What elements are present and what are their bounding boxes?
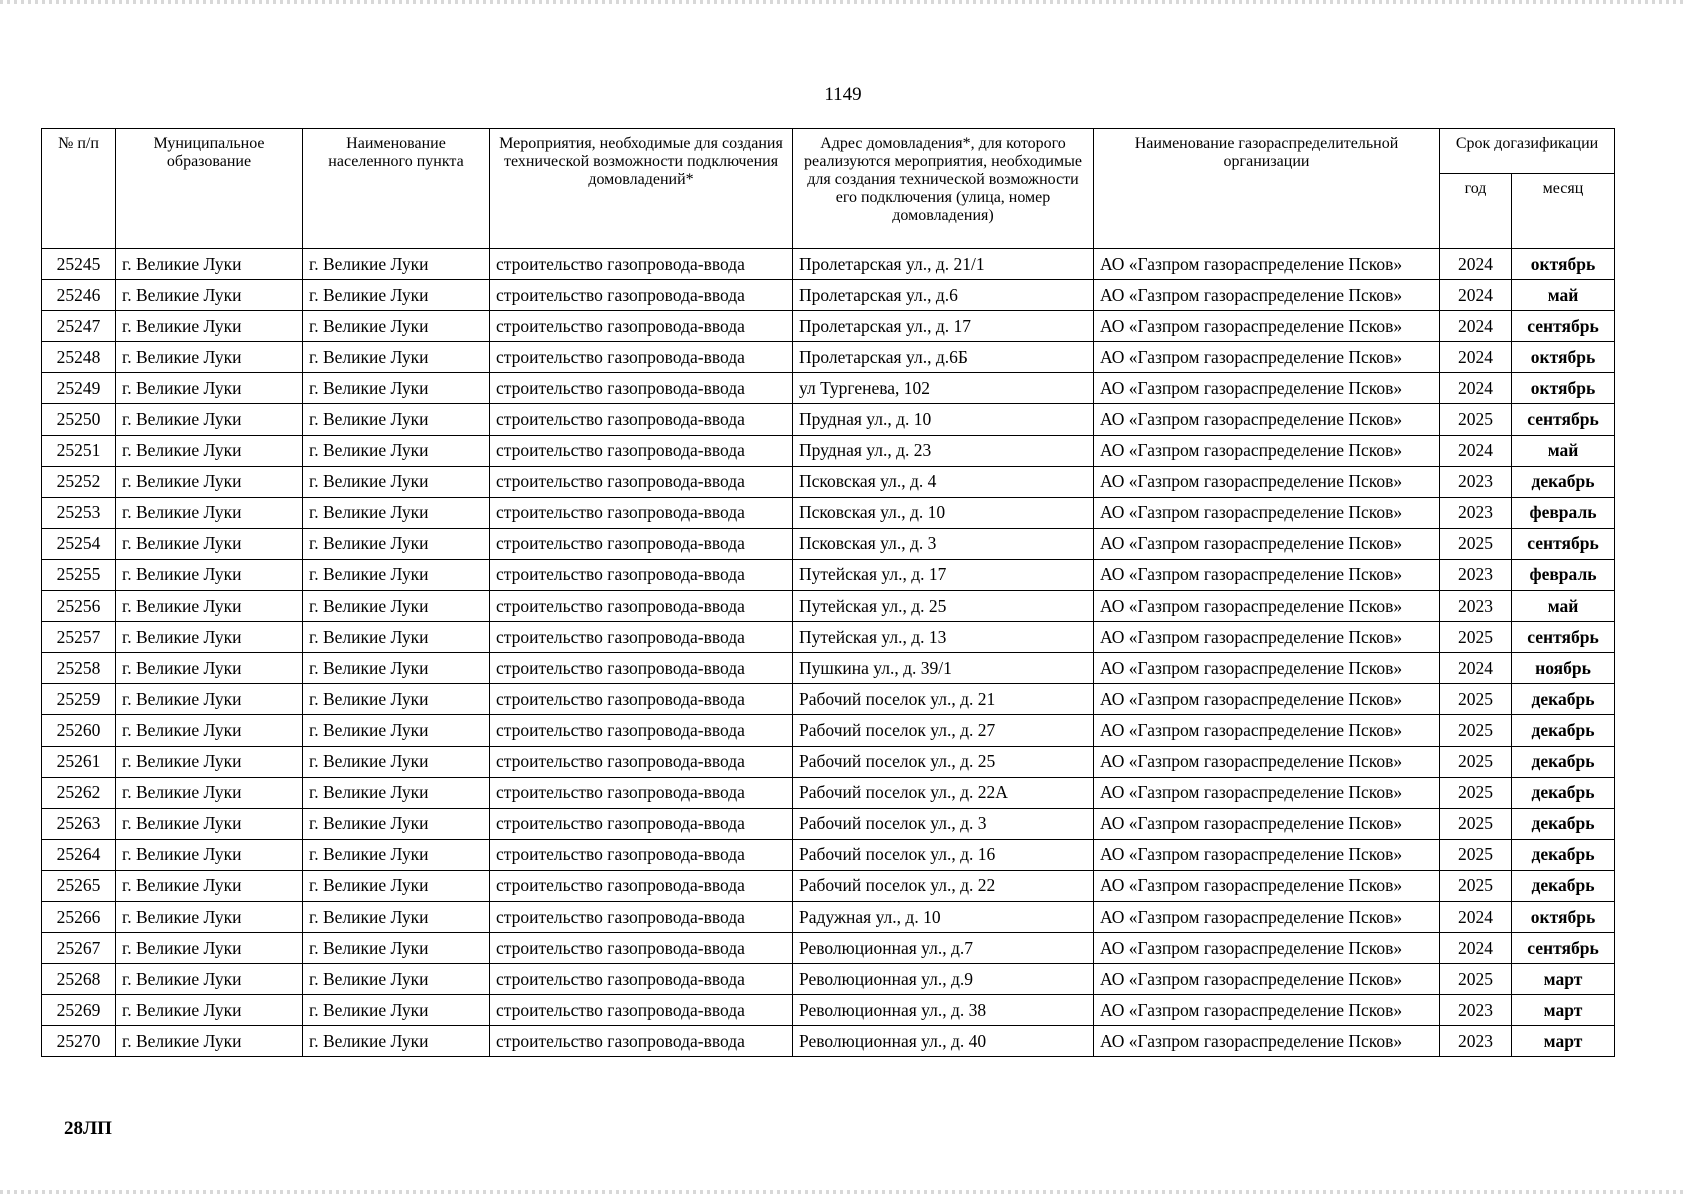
- cell-num: 25247: [42, 311, 116, 342]
- table-row: [42, 249, 1615, 280]
- table-row: [42, 746, 1615, 777]
- cell-settlement: г. Великие Луки: [303, 311, 490, 342]
- col-header-year: год: [1440, 174, 1512, 249]
- cell-year: 2024: [1440, 901, 1512, 932]
- cell-measure: строительство газопровода-ввода: [490, 715, 793, 746]
- cell-month: февраль: [1512, 559, 1615, 590]
- cell-year: 2023: [1440, 591, 1512, 622]
- cell-municipality: г. Великие Луки: [116, 777, 303, 808]
- cell-measure: строительство газопровода-ввода: [490, 342, 793, 373]
- cell-month: декабрь: [1512, 715, 1615, 746]
- cell-year: 2025: [1440, 528, 1512, 559]
- cell-month: декабрь: [1512, 808, 1615, 839]
- cell-municipality: г. Великие Луки: [116, 466, 303, 497]
- cell-measure: строительство газопровода-ввода: [490, 653, 793, 684]
- cell-year: 2025: [1440, 839, 1512, 870]
- cell-num: 25251: [42, 435, 116, 466]
- cell-month: сентябрь: [1512, 622, 1615, 653]
- cell-municipality: г. Великие Луки: [116, 684, 303, 715]
- cell-year: 2025: [1440, 404, 1512, 435]
- table-row: [42, 933, 1615, 964]
- cell-organization: АО «Газпром газораспределение Псков»: [1094, 249, 1440, 280]
- cell-month: октябрь: [1512, 249, 1615, 280]
- cell-municipality: г. Великие Луки: [116, 311, 303, 342]
- table-row: [42, 622, 1615, 653]
- table-row: [42, 311, 1615, 342]
- cell-municipality: г. Великие Луки: [116, 249, 303, 280]
- cell-address: Прудная ул., д. 10: [793, 404, 1094, 435]
- cell-municipality: г. Великие Луки: [116, 404, 303, 435]
- cell-year: 2023: [1440, 559, 1512, 590]
- cell-num: 25270: [42, 1026, 116, 1057]
- cell-month: декабрь: [1512, 777, 1615, 808]
- cell-measure: строительство газопровода-ввода: [490, 777, 793, 808]
- cell-address: Псковская ул., д. 3: [793, 528, 1094, 559]
- table-row: [42, 559, 1615, 590]
- scan-edge-top: [0, 0, 1686, 4]
- cell-month: март: [1512, 964, 1615, 995]
- cell-municipality: г. Великие Луки: [116, 901, 303, 932]
- cell-month: сентябрь: [1512, 528, 1615, 559]
- cell-municipality: г. Великие Луки: [116, 622, 303, 653]
- cell-measure: строительство газопровода-ввода: [490, 1026, 793, 1057]
- cell-settlement: г. Великие Луки: [303, 622, 490, 653]
- cell-month: декабрь: [1512, 466, 1615, 497]
- cell-address: Псковская ул., д. 10: [793, 497, 1094, 528]
- cell-organization: АО «Газпром газораспределение Псков»: [1094, 622, 1440, 653]
- cell-organization: АО «Газпром газораспределение Псков»: [1094, 591, 1440, 622]
- cell-month: май: [1512, 280, 1615, 311]
- cell-municipality: г. Великие Луки: [116, 995, 303, 1026]
- cell-address: Пушкина ул., д. 39/1: [793, 653, 1094, 684]
- cell-municipality: г. Великие Луки: [116, 746, 303, 777]
- cell-measure: строительство газопровода-ввода: [490, 280, 793, 311]
- cell-settlement: г. Великие Луки: [303, 777, 490, 808]
- cell-measure: строительство газопровода-ввода: [490, 435, 793, 466]
- cell-year: 2025: [1440, 777, 1512, 808]
- cell-organization: АО «Газпром газораспределение Псков»: [1094, 559, 1440, 590]
- cell-organization: АО «Газпром газораспределение Псков»: [1094, 995, 1440, 1026]
- cell-settlement: г. Великие Луки: [303, 684, 490, 715]
- cell-num: 25267: [42, 933, 116, 964]
- cell-organization: АО «Газпром газораспределение Псков»: [1094, 715, 1440, 746]
- cell-measure: строительство газопровода-ввода: [490, 249, 793, 280]
- cell-measure: строительство газопровода-ввода: [490, 964, 793, 995]
- table-row: [42, 280, 1615, 311]
- cell-measure: строительство газопровода-ввода: [490, 746, 793, 777]
- cell-measure: строительство газопровода-ввода: [490, 839, 793, 870]
- table-row: [42, 653, 1615, 684]
- cell-address: Прудная ул., д. 23: [793, 435, 1094, 466]
- cell-settlement: г. Великие Луки: [303, 653, 490, 684]
- cell-organization: АО «Газпром газораспределение Псков»: [1094, 933, 1440, 964]
- cell-municipality: г. Великие Луки: [116, 839, 303, 870]
- table-row: [42, 808, 1615, 839]
- cell-municipality: г. Великие Луки: [116, 435, 303, 466]
- cell-measure: строительство газопровода-ввода: [490, 622, 793, 653]
- table-row: [42, 870, 1615, 901]
- gasification-table: [41, 128, 1615, 1057]
- cell-month: март: [1512, 1026, 1615, 1057]
- cell-settlement: г. Великие Луки: [303, 808, 490, 839]
- cell-measure: строительство газопровода-ввода: [490, 901, 793, 932]
- cell-settlement: г. Великие Луки: [303, 901, 490, 932]
- cell-address: Революционная ул., д.7: [793, 933, 1094, 964]
- cell-organization: АО «Газпром газораспределение Псков»: [1094, 964, 1440, 995]
- cell-year: 2023: [1440, 497, 1512, 528]
- cell-month: октябрь: [1512, 342, 1615, 373]
- cell-address: Путейская ул., д. 25: [793, 591, 1094, 622]
- table-row: [42, 528, 1615, 559]
- cell-address: Революционная ул., д. 40: [793, 1026, 1094, 1057]
- cell-address: Пролетарская ул., д.6: [793, 280, 1094, 311]
- cell-settlement: г. Великие Луки: [303, 715, 490, 746]
- cell-num: 25258: [42, 653, 116, 684]
- scan-edge-bottom: [0, 1190, 1686, 1194]
- cell-organization: АО «Газпром газораспределение Псков»: [1094, 1026, 1440, 1057]
- cell-organization: АО «Газпром газораспределение Псков»: [1094, 746, 1440, 777]
- cell-num: 25259: [42, 684, 116, 715]
- cell-municipality: г. Великие Луки: [116, 342, 303, 373]
- table-row: [42, 1026, 1615, 1057]
- cell-settlement: г. Великие Луки: [303, 839, 490, 870]
- table-row: [42, 404, 1615, 435]
- cell-month: февраль: [1512, 497, 1615, 528]
- cell-address: Путейская ул., д. 17: [793, 559, 1094, 590]
- cell-num: 25263: [42, 808, 116, 839]
- cell-organization: АО «Газпром газораспределение Псков»: [1094, 466, 1440, 497]
- cell-address: Революционная ул., д.9: [793, 964, 1094, 995]
- cell-address: Псковская ул., д. 4: [793, 466, 1094, 497]
- cell-num: 25269: [42, 995, 116, 1026]
- cell-settlement: г. Великие Луки: [303, 559, 490, 590]
- cell-month: сентябрь: [1512, 404, 1615, 435]
- cell-organization: АО «Газпром газораспределение Псков»: [1094, 870, 1440, 901]
- table-row: [42, 901, 1615, 932]
- cell-organization: АО «Газпром газораспределение Псков»: [1094, 404, 1440, 435]
- cell-address: Революционная ул., д. 38: [793, 995, 1094, 1026]
- cell-address: Рабочий поселок ул., д. 22А: [793, 777, 1094, 808]
- cell-organization: АО «Газпром газораспределение Псков»: [1094, 839, 1440, 870]
- cell-settlement: г. Великие Луки: [303, 995, 490, 1026]
- cell-organization: АО «Газпром газораспределение Псков»: [1094, 311, 1440, 342]
- cell-year: 2023: [1440, 1026, 1512, 1057]
- cell-municipality: г. Великие Луки: [116, 280, 303, 311]
- cell-municipality: г. Великие Луки: [116, 964, 303, 995]
- table-row: [42, 964, 1615, 995]
- cell-municipality: г. Великие Луки: [116, 808, 303, 839]
- cell-organization: АО «Газпром газораспределение Псков»: [1094, 497, 1440, 528]
- cell-num: 25253: [42, 497, 116, 528]
- cell-num: 25257: [42, 622, 116, 653]
- cell-year: 2024: [1440, 342, 1512, 373]
- cell-year: 2024: [1440, 311, 1512, 342]
- cell-organization: АО «Газпром газораспределение Псков»: [1094, 653, 1440, 684]
- cell-month: сентябрь: [1512, 311, 1615, 342]
- footer-code: 28ЛП: [64, 1118, 112, 1139]
- cell-measure: строительство газопровода-ввода: [490, 497, 793, 528]
- col-header-num: № п/п: [42, 129, 116, 249]
- cell-organization: АО «Газпром газораспределение Псков»: [1094, 373, 1440, 404]
- cell-month: март: [1512, 995, 1615, 1026]
- cell-settlement: г. Великие Луки: [303, 373, 490, 404]
- cell-address: Пролетарская ул., д.6Б: [793, 342, 1094, 373]
- cell-year: 2025: [1440, 870, 1512, 901]
- cell-settlement: г. Великие Луки: [303, 964, 490, 995]
- cell-municipality: г. Великие Луки: [116, 373, 303, 404]
- cell-organization: АО «Газпром газораспределение Псков»: [1094, 808, 1440, 839]
- cell-num: 25266: [42, 901, 116, 932]
- table-row: [42, 466, 1615, 497]
- cell-settlement: г. Великие Луки: [303, 249, 490, 280]
- cell-measure: строительство газопровода-ввода: [490, 870, 793, 901]
- cell-measure: строительство газопровода-ввода: [490, 684, 793, 715]
- col-header-term: Срок догазификации: [1440, 129, 1615, 174]
- cell-year: 2024: [1440, 435, 1512, 466]
- cell-measure: строительство газопровода-ввода: [490, 591, 793, 622]
- cell-month: декабрь: [1512, 839, 1615, 870]
- cell-settlement: г. Великие Луки: [303, 497, 490, 528]
- cell-month: октябрь: [1512, 373, 1615, 404]
- cell-num: 25252: [42, 466, 116, 497]
- cell-municipality: г. Великие Луки: [116, 559, 303, 590]
- cell-measure: строительство газопровода-ввода: [490, 528, 793, 559]
- cell-num: 25264: [42, 839, 116, 870]
- cell-organization: АО «Газпром газораспределение Псков»: [1094, 435, 1440, 466]
- cell-year: 2024: [1440, 280, 1512, 311]
- table-row: [42, 995, 1615, 1026]
- cell-municipality: г. Великие Луки: [116, 1026, 303, 1057]
- cell-month: декабрь: [1512, 746, 1615, 777]
- cell-municipality: г. Великие Луки: [116, 933, 303, 964]
- cell-year: 2025: [1440, 622, 1512, 653]
- cell-organization: АО «Газпром газораспределение Псков»: [1094, 528, 1440, 559]
- cell-num: 25268: [42, 964, 116, 995]
- cell-month: май: [1512, 435, 1615, 466]
- cell-settlement: г. Великие Луки: [303, 870, 490, 901]
- cell-year: 2024: [1440, 933, 1512, 964]
- cell-year: 2024: [1440, 249, 1512, 280]
- cell-organization: АО «Газпром газораспределение Псков»: [1094, 684, 1440, 715]
- cell-settlement: г. Великие Луки: [303, 591, 490, 622]
- col-header-measures: Мероприятия, необходимые для создания технической возможности подключения домовладений*: [490, 129, 793, 249]
- cell-address: Пролетарская ул., д. 17: [793, 311, 1094, 342]
- cell-num: 25245: [42, 249, 116, 280]
- cell-settlement: г. Великие Луки: [303, 342, 490, 373]
- table-row: [42, 497, 1615, 528]
- cell-num: 25246: [42, 280, 116, 311]
- cell-month: ноябрь: [1512, 653, 1615, 684]
- cell-num: 25249: [42, 373, 116, 404]
- cell-address: Пролетарская ул., д. 21/1: [793, 249, 1094, 280]
- header-row: [42, 129, 1615, 174]
- cell-address: Рабочий поселок ул., д. 25: [793, 746, 1094, 777]
- cell-municipality: г. Великие Луки: [116, 528, 303, 559]
- cell-year: 2023: [1440, 466, 1512, 497]
- cell-address: Рабочий поселок ул., д. 3: [793, 808, 1094, 839]
- cell-address: Рабочий поселок ул., д. 21: [793, 684, 1094, 715]
- table-body: [42, 249, 1615, 1057]
- cell-month: октябрь: [1512, 901, 1615, 932]
- cell-num: 25250: [42, 404, 116, 435]
- cell-settlement: г. Великие Луки: [303, 404, 490, 435]
- cell-num: 25262: [42, 777, 116, 808]
- cell-month: декабрь: [1512, 684, 1615, 715]
- col-header-month: месяц: [1512, 174, 1615, 249]
- table-row: [42, 839, 1615, 870]
- col-header-settlement: Наименование населенного пункта: [303, 129, 490, 249]
- cell-year: 2025: [1440, 964, 1512, 995]
- table-row: [42, 373, 1615, 404]
- cell-measure: строительство газопровода-ввода: [490, 995, 793, 1026]
- cell-month: декабрь: [1512, 870, 1615, 901]
- col-header-address: Адрес домовладения*, для которого реализуются мероприятия, необходимые для создания технической возможности его подключения (улица, номер домовладения): [793, 129, 1094, 249]
- table-row: [42, 777, 1615, 808]
- cell-measure: строительство газопровода-ввода: [490, 373, 793, 404]
- cell-address: Путейская ул., д. 13: [793, 622, 1094, 653]
- cell-settlement: г. Великие Луки: [303, 528, 490, 559]
- cell-num: 25256: [42, 591, 116, 622]
- cell-num: 25255: [42, 559, 116, 590]
- cell-measure: строительство газопровода-ввода: [490, 559, 793, 590]
- cell-municipality: г. Великие Луки: [116, 591, 303, 622]
- cell-year: 2023: [1440, 995, 1512, 1026]
- cell-measure: строительство газопровода-ввода: [490, 404, 793, 435]
- cell-address: Рабочий поселок ул., д. 22: [793, 870, 1094, 901]
- cell-year: 2025: [1440, 808, 1512, 839]
- cell-settlement: г. Великие Луки: [303, 280, 490, 311]
- cell-num: 25265: [42, 870, 116, 901]
- table-row: [42, 591, 1615, 622]
- cell-settlement: г. Великие Луки: [303, 435, 490, 466]
- cell-year: 2024: [1440, 373, 1512, 404]
- cell-organization: АО «Газпром газораспределение Псков»: [1094, 777, 1440, 808]
- cell-year: 2024: [1440, 653, 1512, 684]
- table-row: [42, 715, 1615, 746]
- cell-address: ул Тургенева, 102: [793, 373, 1094, 404]
- cell-settlement: г. Великие Луки: [303, 933, 490, 964]
- col-header-municipality: Муниципальное образование: [116, 129, 303, 249]
- table-row: [42, 435, 1615, 466]
- cell-municipality: г. Великие Луки: [116, 653, 303, 684]
- cell-address: Рабочий поселок ул., д. 16: [793, 839, 1094, 870]
- cell-measure: строительство газопровода-ввода: [490, 808, 793, 839]
- cell-municipality: г. Великие Луки: [116, 715, 303, 746]
- cell-address: Рабочий поселок ул., д. 27: [793, 715, 1094, 746]
- cell-organization: АО «Газпром газораспределение Псков»: [1094, 901, 1440, 932]
- page-number: 1149: [824, 84, 862, 105]
- cell-address: Радужная ул., д. 10: [793, 901, 1094, 932]
- cell-num: 25260: [42, 715, 116, 746]
- cell-municipality: г. Великие Луки: [116, 870, 303, 901]
- cell-measure: строительство газопровода-ввода: [490, 466, 793, 497]
- cell-measure: строительство газопровода-ввода: [490, 933, 793, 964]
- cell-year: 2025: [1440, 715, 1512, 746]
- cell-settlement: г. Великие Луки: [303, 746, 490, 777]
- cell-municipality: г. Великие Луки: [116, 497, 303, 528]
- table-row: [42, 342, 1615, 373]
- cell-settlement: г. Великие Луки: [303, 466, 490, 497]
- cell-num: 25261: [42, 746, 116, 777]
- cell-year: 2025: [1440, 746, 1512, 777]
- cell-measure: строительство газопровода-ввода: [490, 311, 793, 342]
- col-header-organization: Наименование газораспределительной организации: [1094, 129, 1440, 249]
- cell-organization: АО «Газпром газораспределение Псков»: [1094, 342, 1440, 373]
- cell-month: сентябрь: [1512, 933, 1615, 964]
- cell-num: 25248: [42, 342, 116, 373]
- cell-num: 25254: [42, 528, 116, 559]
- cell-month: май: [1512, 591, 1615, 622]
- table-row: [42, 684, 1615, 715]
- cell-year: 2025: [1440, 684, 1512, 715]
- cell-organization: АО «Газпром газораспределение Псков»: [1094, 280, 1440, 311]
- cell-settlement: г. Великие Луки: [303, 1026, 490, 1057]
